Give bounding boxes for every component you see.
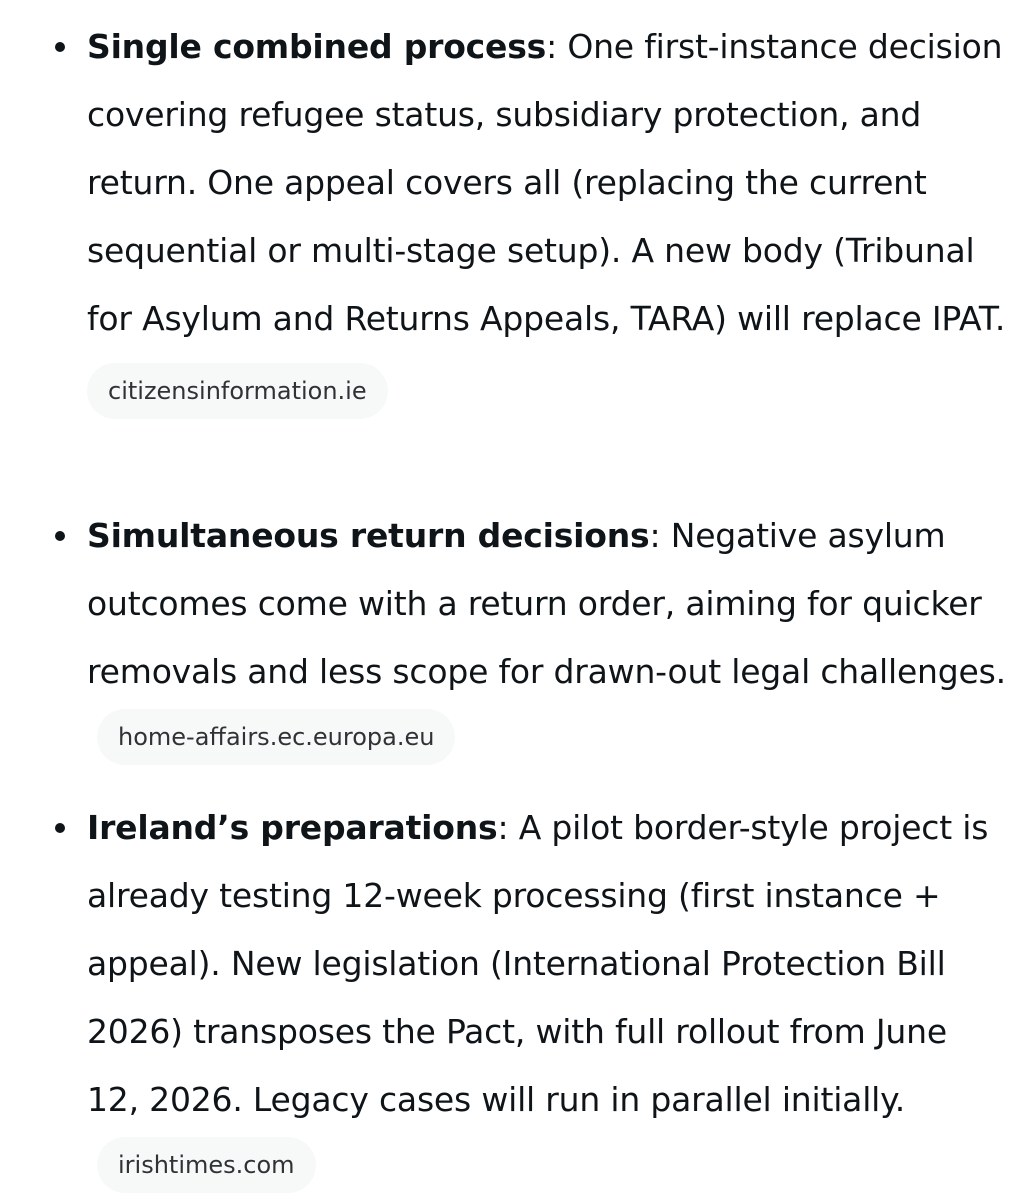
item-text: : Negative asylum outcomes come with a return order, aiming for quicker removals and less scope for drawn-out legal challenges. [87,516,1006,691]
bullet-icon [55,531,65,541]
list-item [87,13,1007,423]
list-item [87,502,1007,774]
source-chip-link[interactable]: home-affairs.ec.europa.eu [97,709,455,765]
source-chip-link[interactable]: irishtimes.com [97,1137,316,1193]
item-heading: Single combined process [87,27,547,66]
source-chip-link[interactable]: citizensinformation.ie [87,363,388,419]
item-heading: Ireland’s preparations [87,808,498,847]
item-heading: Simultaneous return decisions [87,516,650,555]
item-text: : A pilot border-style project is already testing 12-week processing (first instance + appeal). New legislation (International Protection Bill 2026) transposes the Pact, with full rollout from June 12, 2026. Legacy cases will run in parallel initially. [87,808,989,1119]
list-item [87,794,1007,1202]
item-text: : One first-instance decision covering refugee status, subsidiary protection, and return. One appeal covers all (replacing the current sequential or multi-stage setup). A new body (Tribunal for Asylum and Returns Appeals, TARA) will replace IPAT. [87,27,1006,338]
bullet-icon [55,42,65,52]
bullet-icon [55,823,65,833]
